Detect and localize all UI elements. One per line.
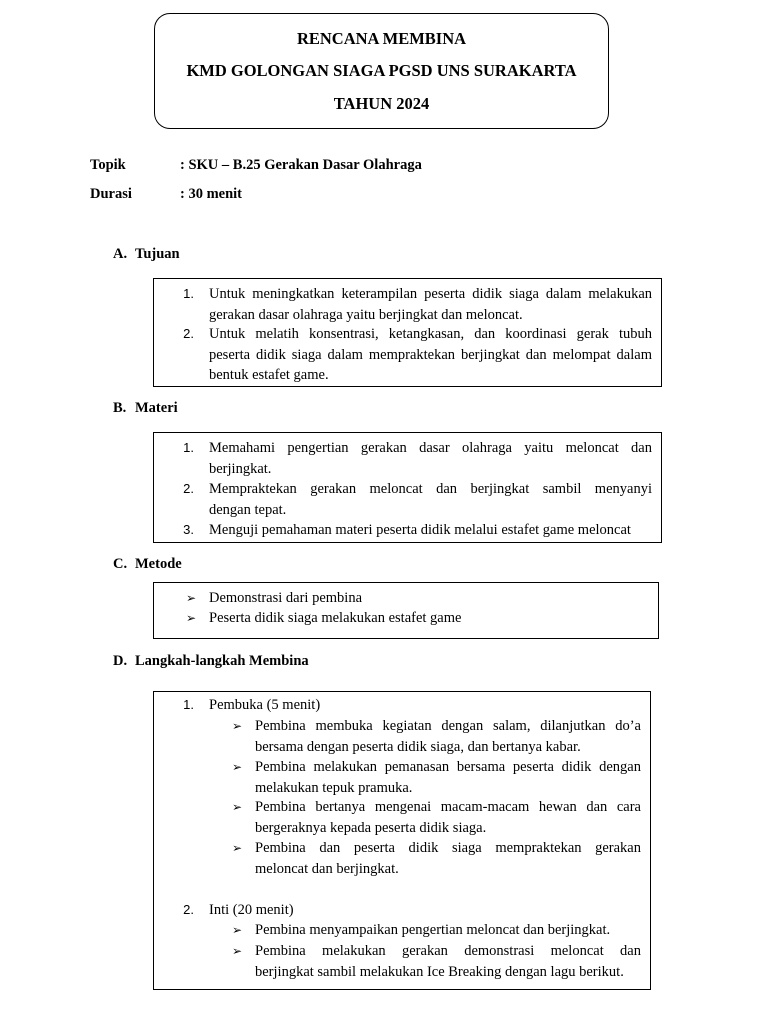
arrowhead-icon: ➢	[232, 944, 243, 958]
section-letter: A.	[113, 246, 128, 262]
section-title: Metode	[135, 556, 182, 572]
section-letter: B.	[113, 400, 127, 416]
item-text: Pembina menyampaikan pengertian meloncat dan berjingkat.	[255, 922, 611, 938]
item-number: 3.	[183, 522, 194, 537]
header-title: RENCANA MEMBINA	[296, 29, 467, 48]
item-number: 2.	[183, 326, 194, 341]
section-title: Tujuan	[135, 246, 180, 262]
item-text: Pembina melakukan gerakan demonstrasi meloncat dan berjingkat sambil melakukan Ice Breaking dengan lagu berikut.	[255, 943, 641, 980]
item-text: Mempraktekan gerakan meloncat dan berjingkat sambil menyanyi dengan tepat.	[209, 481, 652, 518]
header-year: TAHUN 2024	[333, 94, 430, 113]
header-box	[154, 13, 609, 129]
item-text: Pembina membuka kegiatan dengan salam, dilanjutkan do’a bersama dengan peserta didik siaga, dan bertanya kabar.	[255, 718, 641, 755]
section-a-heading	[113, 244, 180, 265]
arrowhead-icon: ➢	[232, 719, 243, 733]
item-text: Pembina melakukan pemanasan bersama peserta didik dengan melakukan tepuk pramuka.	[255, 759, 641, 796]
step-title: Pembuka (5 menit)	[209, 697, 321, 713]
item-text: Memahami pengertian gerakan dasar olahraga yaitu meloncat dan berjingkat.	[209, 440, 652, 477]
materi-box	[153, 432, 662, 543]
section-title: Materi	[135, 400, 178, 416]
section-letter: C.	[113, 556, 128, 572]
item-number: 1.	[183, 697, 194, 712]
section-d-heading	[113, 651, 309, 672]
durasi-value: : 30 menit	[180, 186, 243, 202]
item-number: 2.	[183, 902, 194, 917]
arrowhead-icon: ➢	[232, 923, 243, 937]
item-text: Untuk meningkatkan keterampilan peserta didik siaga dalam melakukan gerakan dasar olahraga yaitu berjingkat dan meloncat.	[209, 286, 652, 323]
item-text: Peserta didik siaga melakukan estafet game	[209, 610, 462, 626]
item-text: Demonstrasi dari pembina	[209, 590, 363, 606]
arrowhead-icon: ➢	[186, 591, 197, 605]
section-b-heading	[113, 398, 178, 419]
item-number: 1.	[183, 440, 194, 455]
arrowhead-icon: ➢	[186, 611, 197, 625]
langkah-box	[153, 691, 651, 990]
header-subtitle: KMD GOLONGAN SIAGA PGSD UNS SURAKARTA	[186, 61, 577, 80]
topik-value: : SKU – B.25 Gerakan Dasar Olahraga	[180, 157, 422, 173]
section-title: Langkah-langkah Membina	[135, 653, 309, 669]
item-text: Untuk melatih konsentrasi, ketangkasan, dan koordinasi gerak tubuh peserta didik siaga dalam mempraktekan berjingkat dan melompat dalam bentuk estafet game.	[209, 326, 652, 384]
arrowhead-icon: ➢	[232, 841, 243, 855]
item-text: Menguji pemahaman materi peserta didik melalui estafet game meloncat	[209, 522, 631, 538]
section-letter: D.	[113, 653, 128, 669]
item-text: Pembina dan peserta didik siaga mempraktekan gerakan meloncat dan berjingkat.	[255, 840, 641, 877]
item-text: Pembina bertanya mengenai macam-macam hewan dan cara bergeraknya kepada peserta didik siaga.	[255, 799, 641, 836]
item-number: 1.	[183, 286, 194, 301]
step-title: Inti (20 menit)	[209, 902, 294, 918]
arrowhead-icon: ➢	[232, 800, 243, 814]
tujuan-box	[153, 278, 662, 387]
item-number: 2.	[183, 481, 194, 496]
topik-label: Topik	[90, 157, 126, 173]
arrowhead-icon: ➢	[232, 760, 243, 774]
metode-box	[153, 582, 659, 639]
durasi-label: Durasi	[90, 186, 132, 202]
section-c-heading	[113, 554, 182, 575]
